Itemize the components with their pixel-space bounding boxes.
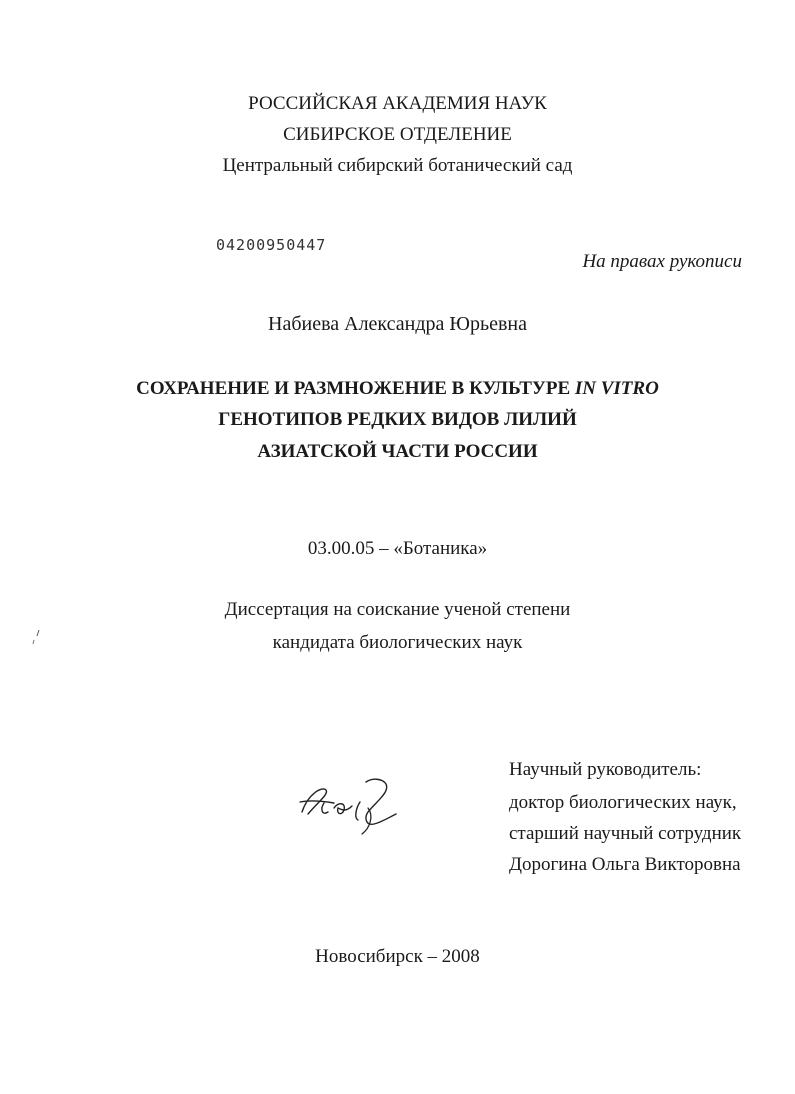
degree-line-1: Диссертация на соискание ученой степени <box>224 599 571 620</box>
supervisor-position: старший научный сотрудник <box>509 823 742 844</box>
manuscript-note: На правах рукописи <box>582 251 742 272</box>
supervisor-name: Дорогина Ольга Викторовна <box>509 854 741 875</box>
thesis-title-line-1-main: СОХРАНЕНИЕ И РАЗМНОЖЕНИЕ В КУЛЬТУРЕ <box>136 378 575 399</box>
specialty-code: 03.00.05 – «Ботаника» <box>307 538 488 559</box>
signature <box>296 772 408 838</box>
city-year: Новосибирск – 2008 <box>315 946 480 967</box>
thesis-title-line-2: ГЕНОТИПОВ РЕДКИХ ВИДОВ ЛИЛИЙ <box>218 409 577 430</box>
institution-name: Центральный сибирский ботанический сад <box>222 155 573 176</box>
thesis-title-line-3: АЗИАТСКОЙ ЧАСТИ РОССИИ <box>257 441 538 462</box>
thesis-title-line-1 <box>0 378 795 400</box>
branch-name: СИБИРСКОЕ ОТДЕЛЕНИЕ <box>283 124 512 145</box>
degree-line-2: кандидата биологических наук <box>272 632 523 653</box>
supervisor-degree: доктор биологических наук, <box>509 792 737 813</box>
academy-name: РОССИЙСКАЯ АКАДЕМИЯ НАУК <box>248 93 547 114</box>
thesis-title-in-vitro: IN VITRO <box>574 378 659 399</box>
scan-speck-mark <box>30 628 46 646</box>
stamp-number: 04200950447 <box>216 236 327 254</box>
supervisor-label: Научный руководитель: <box>509 759 702 780</box>
author-name: Набиева Александра Юрьевна <box>268 313 527 335</box>
